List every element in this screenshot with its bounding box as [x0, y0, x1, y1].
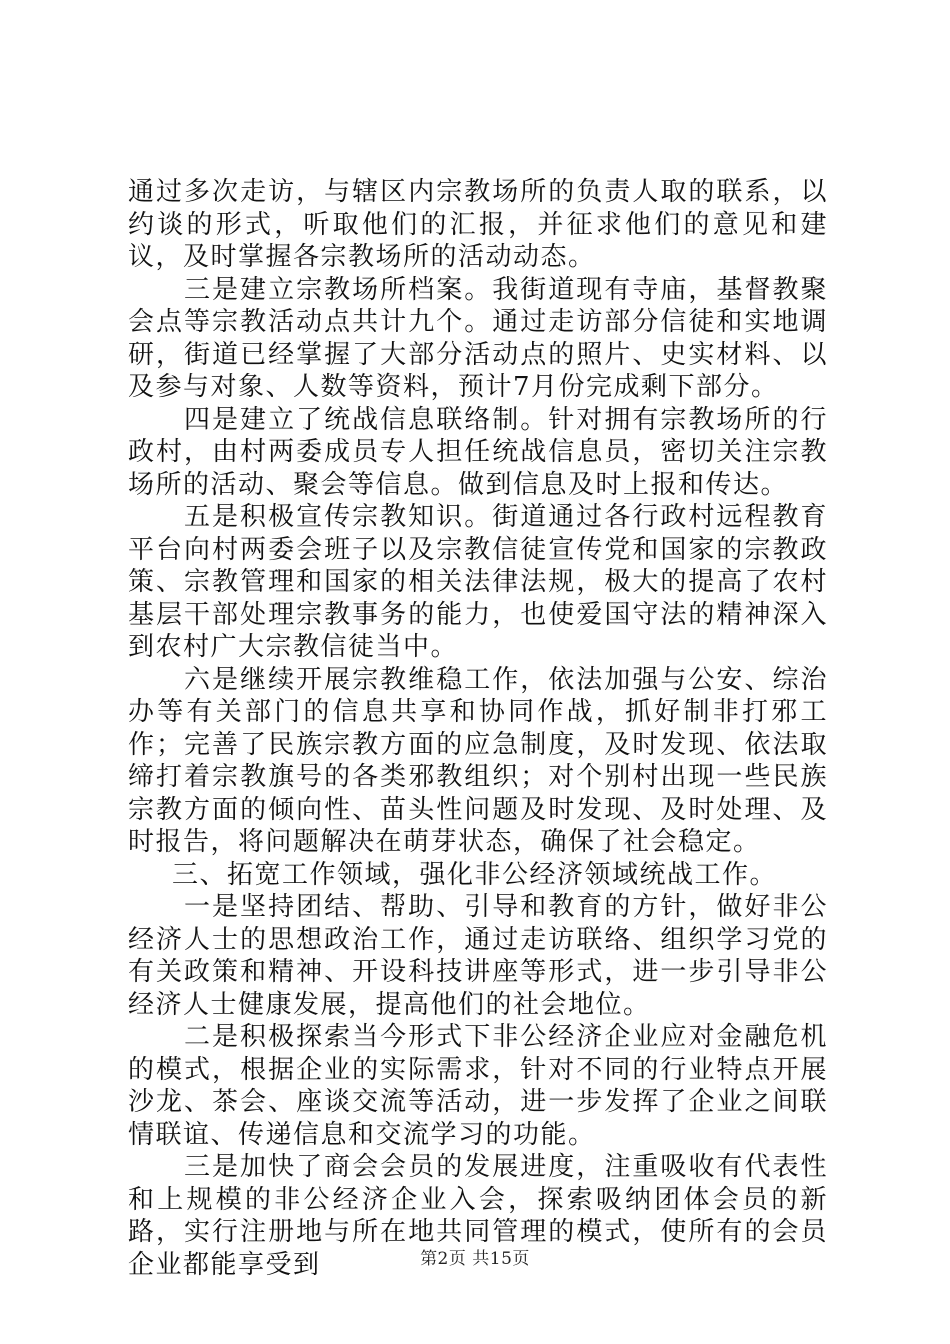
paragraph-unity: 一是坚持团结、帮助、引导和教育的方针，做好非公经济人士的思想政治工作，通过走访联络、组织学习党的有关政策和精神、开设科技讲座等形式，进一步引导非公经济人士健康发展，提高他们的社会地位。 — [128, 892, 828, 1020]
section-heading: 三、拓宽工作领域，强化非公经济领域统战工作。 — [172, 859, 778, 890]
paragraph-chamber: 三是加快了商会会员的发展进度，注重吸收有代表性和上规模的非公经济企业入会，探索吸纳团体会员的新路，实行注册地与所在地共同管理的模式，使所有的会员企业都能享受到 — [128, 1152, 828, 1280]
paragraph-finance: 二是积极探索当今形式下非公经济企业应对金融危机的模式，根据企业的实际需求，针对不同的行业特点开展沙龙、茶会、座谈交流等活动，进一步发挥了企业之间联情联谊、传递信息和交流学习的功能。 — [128, 1022, 828, 1150]
page-footer: 第2页 共15页 — [420, 1249, 530, 1269]
paragraph-publicity: 五是积极宣传宗教知识。街道通过各行政村远程教育平台向村两委会班子以及宗教信徒宣传党和国家的宗教政策、宗教管理和国家的相关法律法规，极大的提高了农村基层干部处理宗教事务的能力，也使爱国守法的精神深入到农村广大宗教信徒当中。 — [128, 502, 828, 662]
paragraph-liaison: 四是建立了统战信息联络制。针对拥有宗教场所的行政村，由村两委成员专人担任统战信息员，密切关注宗教场所的活动、聚会等信息。做到信息及时上报和传达。 — [128, 404, 828, 500]
document-body — [128, 176, 828, 1281]
paragraph-continuation: 通过多次走访，与辖区内宗教场所的负责人取的联系，以约谈的形式，听取他们的汇报，并征求他们的意见和建议，及时掌握各宗教场所的活动动态。 — [128, 177, 828, 272]
paragraph-stability: 六是继续开展宗教维稳工作，依法加强与公安、综治办等有关部门的信息共享和协同作战，抓好制非打邪工作；完善了民族宗教方面的应急制度，及时发现、依法取缔打着宗教旗号的各类邪教组织；对个别村出现一些民族宗教方面的倾向性、苗头性问题及时发现、及时处理、及时报告，将问题解决在萌芽状态，确保了社会稳定。 — [128, 664, 828, 857]
paragraph-archive: 三是建立宗教场所档案。我街道现有寺庙，基督教聚会点等宗教活动点共计九个。通过走访部分信徒和实地调研，街道已经掌握了大部分活动点的照片、史实材料、以及参与对象、人数等资料，预计7月份完成剩下部分。 — [128, 274, 828, 402]
